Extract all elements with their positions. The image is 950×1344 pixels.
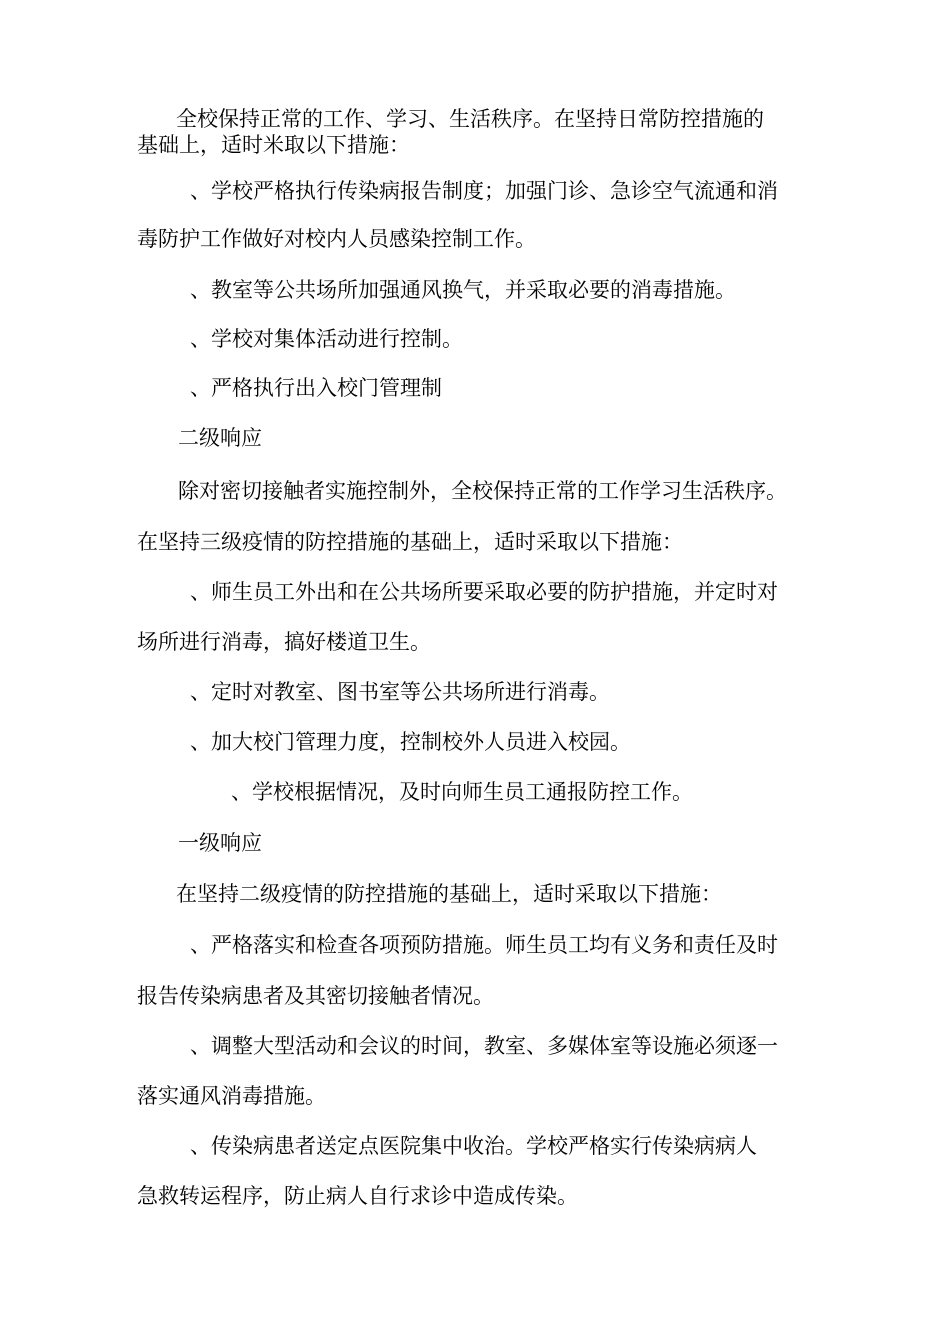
list-item-line: 、学校对集体活动进行控制。 — [190, 327, 463, 351]
list-item-line: 、严格落实和检查各项预防措施。师生员工均有义务和责任及时 — [190, 933, 778, 957]
paragraph-line: 基础上，适时米取以下措施： — [137, 133, 410, 157]
list-item-line: 、加大校门管理力度，控制校外人员进入校园。 — [190, 730, 631, 754]
list-item-line: 、定时对教室、图书室等公共场所进行消毒。 — [190, 680, 610, 704]
paragraph-line: 全校保持正常的工作、学习、生活秩序。在坚持日常防控措施的 — [176, 107, 764, 131]
paragraph-line: 除对密切接触者实施控制外，全校保持正常的工作学习生活秩序。 — [178, 479, 787, 503]
list-item-line: 场所进行消毒，搞好楼道卫生。 — [137, 630, 431, 654]
list-item-line: 急救转运程序，防止病人自行求诊中造成传染。 — [137, 1184, 578, 1208]
section-heading: 二级响应 — [178, 426, 262, 450]
section-heading: 一级响应 — [178, 831, 262, 855]
list-item-line: 、传染病患者送定点医院集中收治。学校严格实行传染病病人 — [190, 1134, 757, 1158]
list-item-line: 报告传染病患者及其密切接触者情况。 — [137, 984, 494, 1008]
list-item-line: 、学校严格执行传染病报告制度；加强门诊、急诊空气流通和消 — [190, 179, 778, 203]
list-item-line: 、调整大型活动和会议的时间，教室、多媒体室等设施必须逐一 — [190, 1034, 778, 1058]
list-item-line: 落实通风消毒措施。 — [137, 1084, 326, 1108]
list-item-line: 、严格执行出入校门管理制 — [190, 376, 442, 400]
paragraph-line: 在坚持二级疫情的防控措施的基础上，适时采取以下措施： — [176, 882, 722, 906]
list-item-line: 、教室等公共场所加强通风换气，并采取必要的消毒措施。 — [190, 278, 736, 302]
paragraph-line: 在坚持三级疫情的防控措施的基础上，适时采取以下措施： — [137, 530, 683, 554]
list-item-line: 、师生员工外出和在公共场所要采取必要的防护措施，并定时对 — [190, 580, 778, 604]
list-item-line: 毒防护工作做好对校内人员感染控制工作。 — [137, 227, 536, 251]
list-item-line: 、学校根据情况，及时向师生员工通报防控工作。 — [231, 780, 693, 804]
